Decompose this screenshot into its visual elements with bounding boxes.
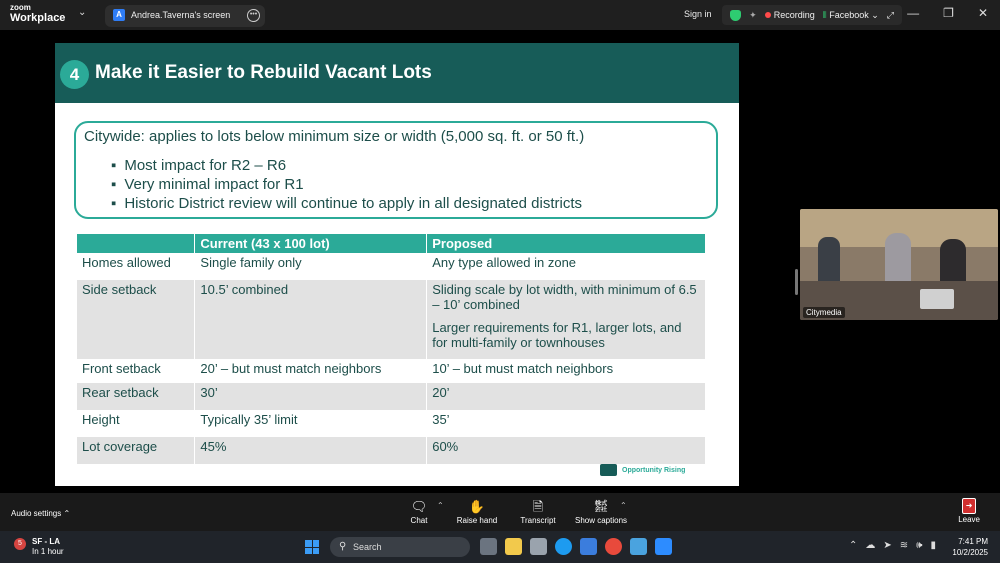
captions-options-chevron-icon[interactable]: ⌃	[620, 501, 627, 510]
facebook-label: Facebook	[829, 9, 869, 20]
task-view-icon[interactable]	[480, 538, 497, 555]
facebook-live-indicator[interactable]: ⦀ Facebook ⌄	[822, 9, 879, 20]
windows-start-icon[interactable]	[305, 540, 319, 554]
restore-icon[interactable]: ❐	[943, 6, 954, 20]
table-row	[77, 253, 706, 280]
side-setback-proposed: Sliding scale by lot width, with minimum of 6.5 – 10’ combined	[432, 282, 697, 312]
list-item: ▪ Very minimal impact for R1	[111, 175, 582, 194]
location-icon[interactable]: ➤	[883, 540, 892, 551]
chat-options-chevron-icon[interactable]: ⌃	[437, 501, 444, 510]
window-controls	[907, 6, 988, 20]
table-cell: 35’	[427, 410, 706, 437]
slide-header	[55, 43, 739, 103]
citywide-callout	[74, 121, 718, 219]
table-header-row	[77, 234, 706, 253]
table-cell: Side setback	[77, 280, 195, 359]
transcript-button[interactable]	[503, 498, 573, 525]
clock-time: 7:41 PM	[958, 537, 988, 546]
table-cell: 20’ – but must match neighbors	[195, 359, 427, 383]
notepad-icon[interactable]	[580, 538, 597, 555]
leave-icon: ➜	[962, 498, 976, 514]
recording-indicator[interactable]	[765, 10, 815, 20]
panel-resize-handle[interactable]	[795, 269, 798, 295]
table-cell: 30’	[195, 383, 427, 410]
signal-icon: ⦀	[822, 9, 827, 20]
sign-in-link[interactable]: Sign in	[684, 9, 712, 19]
more-options-icon[interactable]: •••	[247, 9, 260, 22]
chat-icon: 🗨	[410, 499, 428, 514]
person-figure	[818, 237, 840, 281]
chat-label: Chat	[410, 516, 428, 525]
table-cell: Any type allowed in zone	[427, 253, 706, 280]
slide-title: Make it Easier to Rebuild Vacant Lots	[95, 62, 432, 83]
chrome-icon[interactable]	[605, 538, 622, 555]
weather-alert-icon: 5	[14, 538, 26, 550]
table-cell: 10.5’ combined	[195, 280, 427, 359]
snipping-tool-icon[interactable]	[530, 538, 547, 555]
raise-hand-label: Raise hand	[456, 516, 498, 525]
audio-settings-button[interactable]: Audio settings ⌃	[11, 509, 71, 518]
weather-subtitle: In 1 hour	[32, 547, 64, 556]
chevron-down-icon[interactable]: ⌄	[78, 7, 87, 18]
table-cell: Lot coverage	[77, 437, 195, 464]
table-row	[77, 410, 706, 437]
wifi-icon[interactable]: ≋	[899, 540, 909, 551]
minimize-icon[interactable]: —	[907, 6, 920, 20]
raise-hand-button[interactable]	[442, 498, 512, 525]
taskbar-search[interactable]	[330, 537, 470, 557]
table-cell: 60%	[427, 437, 706, 464]
photos-icon[interactable]	[630, 538, 647, 555]
twitter-icon[interactable]	[555, 538, 572, 555]
slide-number-badge: 4	[60, 60, 89, 89]
table-cell: Single family only	[195, 253, 427, 280]
file-explorer-icon[interactable]	[505, 538, 522, 555]
table-row	[77, 280, 706, 359]
leave-label: Leave	[958, 515, 980, 524]
table-cell	[427, 280, 706, 359]
person-figure	[885, 233, 911, 283]
list-item: ▪ Historic District review will continue to apply in all designated districts	[111, 194, 582, 213]
table-row	[77, 383, 706, 410]
hand-icon: ✋	[468, 499, 486, 514]
security-shield-icon[interactable]	[730, 10, 741, 21]
search-label: Search	[353, 542, 382, 552]
table-header	[77, 234, 195, 253]
search-icon: ⚲	[339, 541, 347, 552]
participant-name-label: Citymedia	[803, 307, 845, 318]
screen-share-tab[interactable]	[105, 5, 265, 27]
table-cell: Height	[77, 410, 195, 437]
avatar: A	[113, 9, 125, 21]
table-cell: Front setback	[77, 359, 195, 383]
expand-icon[interactable]: ⤢	[886, 9, 894, 20]
logo-top: zoom	[10, 3, 31, 12]
callout-heading: Citywide: applies to lots below minimum size or width (5,000 sq. ft. or 50 ft.)	[84, 128, 585, 145]
weather-widget[interactable]	[14, 537, 64, 557]
person-figure	[940, 239, 966, 283]
weather-title: SF - LA	[32, 537, 60, 546]
clock[interactable]	[952, 536, 988, 558]
table-cell: 45%	[195, 437, 427, 464]
pinned-apps	[480, 538, 672, 555]
bullet-list	[111, 156, 582, 213]
table-header: Proposed	[427, 234, 706, 253]
leave-button[interactable]	[958, 498, 980, 524]
recording-label: Recording	[773, 10, 815, 20]
captions-icon: ㍿	[594, 499, 608, 514]
table-header: Current (43 x 100 lot)	[195, 234, 427, 253]
table-cell: 10’ – but must match neighbors	[427, 359, 706, 383]
table-cell: Homes allowed	[77, 253, 195, 280]
meeting-status-bar	[722, 5, 902, 25]
onedrive-icon[interactable]: ☁	[865, 540, 876, 551]
title-bar	[0, 0, 1000, 30]
zoom-app-icon[interactable]	[655, 538, 672, 555]
list-item: ▪ Most impact for R2 – R6	[111, 156, 582, 175]
chevron-up-icon[interactable]: ⌃	[849, 540, 858, 551]
laptop	[920, 289, 954, 309]
shared-slide	[55, 43, 739, 486]
recording-dot-icon	[765, 12, 771, 18]
table-cell: Rear setback	[77, 383, 195, 410]
meeting-controls	[0, 493, 1000, 531]
table-cell: Typically 35’ limit	[195, 410, 427, 437]
battery-icon[interactable]: ▮	[930, 540, 936, 551]
footer-brand: Opportunity Rising	[622, 466, 686, 474]
table-row	[77, 359, 706, 383]
transcript-icon: 🗎	[532, 499, 544, 514]
logo-bottom: Workplace	[10, 12, 66, 24]
close-icon[interactable]: ✕	[977, 6, 988, 20]
transcript-label: Transcript	[520, 516, 556, 525]
windows-taskbar	[0, 531, 1000, 563]
comparison-table	[77, 234, 706, 464]
table-cell: 20’	[427, 383, 706, 410]
sparkle-icon[interactable]: ✦	[749, 9, 757, 20]
volume-icon[interactable]: 🕪	[916, 540, 923, 551]
audio-settings-label: Audio settings	[11, 509, 62, 518]
show-captions-label: Show captions	[574, 516, 628, 525]
system-tray	[849, 540, 936, 551]
city-logo-icon	[600, 464, 617, 476]
zoom-workplace-logo	[10, 4, 65, 24]
clock-date: 10/2/2025	[952, 548, 988, 557]
participant-video-tile[interactable]	[800, 209, 998, 320]
footer-logo	[600, 464, 685, 476]
side-setback-note: Larger requirements for R1, larger lots, and for multi-family or townhouses	[432, 320, 682, 350]
tab-title: Andrea.Taverna's screen	[131, 10, 231, 20]
table-row	[77, 437, 706, 464]
